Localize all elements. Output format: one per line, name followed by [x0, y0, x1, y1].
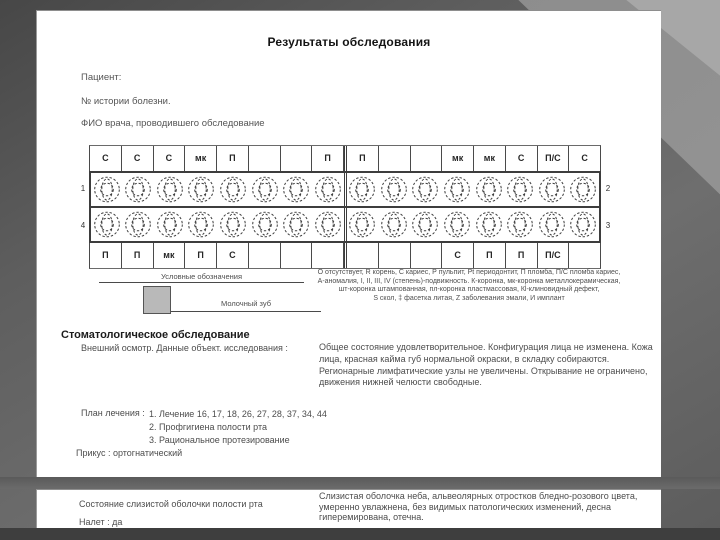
tooth-cell: [441, 208, 473, 241]
tooth-cell: [123, 208, 155, 241]
mucosa-condition-label: Состояние слизистой оболочки полости рта: [79, 499, 263, 509]
legend-line: шт-коронка штампованная, пл-коронка пластмассовая, Кl-клиновидный дефект,: [338, 286, 600, 294]
tooth-cell: [249, 173, 281, 206]
tooth-symbol: [186, 174, 216, 205]
tooth-cell: [441, 173, 473, 206]
tooth-cell: [312, 208, 344, 241]
treatment-plan-item: 1. Лечение 16, 17, 18, 26, 27, 28, 37, 34, 44: [149, 409, 327, 419]
upper-status-cell: [281, 146, 313, 171]
milk-tooth-swatch: [143, 286, 171, 314]
tooth-symbol: [568, 209, 598, 240]
quadrant-number-lower-right: 3: [605, 221, 611, 230]
tooth-cell: [280, 173, 312, 206]
lower-status-cell: С: [217, 243, 249, 268]
legend-line: О отсутствует, R корень, С кариес, Р пульпит, Pt периодонтит, П пломба, П/С пломба кариес,: [317, 269, 621, 276]
tooth-symbol: [537, 209, 567, 240]
tooth-cell: [344, 208, 379, 241]
tooth-symbol: [218, 209, 248, 240]
quadrant-number-lower-left: 4: [80, 221, 86, 230]
lower-status-cell: С: [442, 243, 474, 268]
tooth-cell: [567, 173, 599, 206]
tooth-symbol: [474, 209, 504, 240]
upper-status-cell: П: [344, 146, 379, 171]
tooth-symbol: [218, 174, 248, 205]
tooth-symbol: [92, 209, 122, 240]
tooth-cell: [473, 173, 505, 206]
bite-line: Прикус : ортогнатический: [76, 448, 183, 458]
tooth-cell: [567, 208, 599, 241]
lower-status-row: [89, 243, 601, 269]
tooth-cell: [536, 208, 568, 241]
tooth-symbol: [347, 174, 377, 205]
tooth-cell: [217, 173, 249, 206]
lower-status-cell: [379, 243, 411, 268]
lower-status-cell: мк: [154, 243, 186, 268]
tooth-symbol: [442, 209, 472, 240]
plaque-label: Налет : да: [79, 517, 123, 527]
treatment-plan-items: [149, 408, 327, 447]
lower-status-cell: [312, 243, 344, 268]
lower-status-cell: П: [185, 243, 217, 268]
legend-line: А-аномалия, I, II, III, IV (степень)-подвижность. К-коронка, мк-коронка металлокерамическая,: [317, 277, 621, 285]
lower-teeth-row: [91, 208, 599, 241]
upper-status-cell: С: [154, 146, 186, 171]
upper-status-row: [89, 145, 601, 171]
legend-title: Условные обозначения: [99, 272, 304, 283]
lower-status-cell: [249, 243, 281, 268]
upper-status-cell: [379, 146, 411, 171]
upper-status-cell: мк: [474, 146, 506, 171]
tooth-cell: [154, 173, 186, 206]
upper-status-cell: П/С: [538, 146, 570, 171]
teeth-band: [80, 171, 611, 243]
tooth-cell: [473, 208, 505, 241]
lower-status-cell: П: [90, 243, 122, 268]
tooth-symbol: [568, 174, 598, 205]
lower-status-cell: П: [122, 243, 154, 268]
tooth-cell: [410, 208, 442, 241]
dental-chart: [80, 145, 611, 269]
slide-bottom-band: [0, 528, 720, 540]
tooth-cell: [312, 173, 344, 206]
tooth-cell: [504, 173, 536, 206]
tooth-cell: [154, 208, 186, 241]
tooth-cell: [378, 173, 410, 206]
quadrant-number-upper-left: 1: [80, 184, 86, 193]
tooth-cell: [91, 173, 123, 206]
tooth-symbol: [537, 174, 567, 205]
tooth-symbol: [505, 174, 535, 205]
doctor-name-label: ФИО врача, проводившего обследование: [81, 118, 265, 129]
tooth-symbol: [123, 174, 153, 205]
tooth-symbol: [250, 174, 280, 205]
upper-status-cell: С: [581, 153, 588, 163]
legend-abbreviations: [299, 269, 639, 303]
lower-status-cell: [411, 243, 443, 268]
tooth-symbol: [379, 209, 409, 240]
tooth-symbol: [410, 174, 440, 205]
upper-status-cell: П: [312, 146, 344, 171]
tooth-symbol: [123, 209, 153, 240]
lower-status-cell: П: [474, 243, 506, 268]
tooth-cell: [249, 208, 281, 241]
tooth-cell: [378, 208, 410, 241]
tooth-symbol: [442, 174, 472, 205]
lower-status-cell: [569, 243, 600, 268]
tooth-symbol: [313, 209, 343, 240]
treatment-plan-item: 2. Профгигиена полости рта: [149, 422, 268, 432]
upper-teeth-row: [91, 173, 599, 208]
tooth-symbol: [186, 209, 216, 240]
treatment-plan-label: План лечения :: [81, 408, 145, 418]
tooth-symbol: [347, 209, 377, 240]
tooth-cell: [123, 173, 155, 206]
milk-tooth-legend: [143, 286, 321, 314]
upper-status-cell: С: [90, 146, 122, 171]
upper-status-cell: С: [122, 146, 154, 171]
upper-status-cell: [249, 146, 281, 171]
lower-status-cell: П: [506, 243, 538, 268]
tooth-symbol: [155, 174, 185, 205]
quadrant-number-upper-right: 2: [605, 184, 611, 193]
case-history-label: № истории болезни.: [81, 96, 171, 107]
document-title: Результаты обследования: [267, 35, 431, 49]
page-separator: [0, 477, 720, 489]
mucosa-condition-text: Слизистая оболочка неба, альвеолярных отростков бледно-розового цвета, умеренно увлажнена, без видимых патологических изменений, десна гиперемирована, отечна.: [319, 491, 638, 523]
document-page-2: [36, 489, 661, 529]
tooth-symbol: [281, 209, 311, 240]
document-page-1: [36, 10, 661, 478]
lower-status-cell: [281, 243, 313, 268]
tooth-cell: [217, 208, 249, 241]
patient-label: Пациент:: [81, 72, 122, 83]
treatment-plan-item: 3. Рациональное протезирование: [149, 435, 290, 445]
lower-status-cell: П/С: [538, 243, 570, 268]
tooth-cell: [91, 208, 123, 241]
tooth-symbol: [313, 174, 343, 205]
upper-status-cell: мк: [185, 146, 217, 171]
legend-line: S скол, ‡ фасетка литая, Z заболевания эмали, И имплант: [373, 294, 565, 302]
tooth-symbol: [379, 174, 409, 205]
tooth-cell: [410, 173, 442, 206]
tooth-symbol: [281, 174, 311, 205]
milk-tooth-label: Молочный зуб: [171, 299, 321, 312]
tooth-cell: [536, 173, 568, 206]
tooth-cell: [280, 208, 312, 241]
tooth-cell: [504, 208, 536, 241]
tooth-cell: [186, 173, 218, 206]
tooth-symbol: [92, 174, 122, 205]
tooth-symbol: [505, 209, 535, 240]
upper-status-cell: С: [506, 146, 538, 171]
upper-status-cell: [411, 146, 443, 171]
external-exam-text: Общее состояние удовлетворительное. Конфигурация лица не изменена. Кожа лица, красная кайма губ нормальной окраски, в складку собираются. Регионарные лимфатические узлы не увеличены. Открывание не ограничено, движения нижней челюсти свободные.: [319, 342, 653, 388]
tooth-symbol: [474, 174, 504, 205]
upper-status-cell: П: [217, 146, 249, 171]
tooth-symbol: [410, 209, 440, 240]
tooth-cell: [344, 173, 379, 206]
external-exam-label: Внешний осмотр. Данные объект. исследования :: [81, 343, 288, 353]
tooth-symbol: [250, 209, 280, 240]
lower-status-cell: [344, 243, 379, 268]
upper-status-cell: мк: [442, 146, 474, 171]
tooth-symbol: [155, 209, 185, 240]
tooth-cell: [186, 208, 218, 241]
section-title: Стоматологическое обследование: [61, 329, 250, 341]
